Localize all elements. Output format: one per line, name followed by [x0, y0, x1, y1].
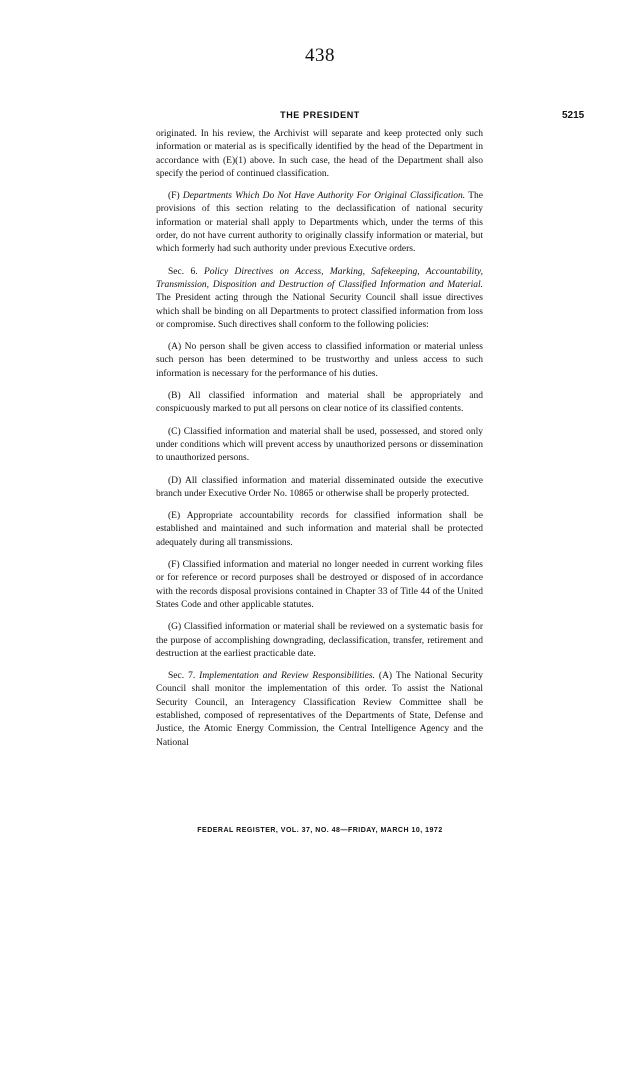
- running-head: THE PRESIDENT: [280, 110, 360, 120]
- section-label: Sec. 6.: [168, 266, 204, 277]
- paragraph-continued: originated. In his review, the Archivist will separate and keep protected only such information or material as is specifically identified by the head of the Department in accordance with (E)(1) above. In such case, the head of the Department shall also specify the period of continued classification.: [156, 129, 483, 179]
- policy-d: (D) All classified information and material disseminated outside the executive branch under Executive Order No. 10865 or otherwise shall be properly protected.: [156, 475, 483, 499]
- section-6: [156, 266, 483, 332]
- page-number: 438: [305, 45, 335, 66]
- section-text: (A) The National Security Council shall monitor the implementation of this order. To assist the National Security Council, an Interagency Classification Review Committee shall be established, composed of representatives of the Departments of State, Defense and Justice, the Atomic Energy Commission, the Central Intelligence Agency and the National: [156, 671, 483, 748]
- page-footer: FEDERAL REGISTER, VOL. 37, NO. 48—FRIDAY, MARCH 10, 1972: [197, 827, 443, 834]
- policy-g: (G) Classified information or material shall be reviewed on a systematic basis for the purpose of accomplishing downgrading, declassification, transfer, retirement and destruction at the earliest practicable date.: [156, 622, 483, 659]
- paragraph-text: The provisions of this section relating to the declassification of national security information or material shall apply to Departments which, under the terms of this order, do not have current authority to originally classify information or material, but which formerly had such authority under previous Executive orders.: [156, 191, 483, 255]
- paragraph-label: (F): [168, 191, 183, 202]
- paragraph-f-departments: [156, 190, 483, 256]
- folio-number: 5215: [562, 110, 585, 121]
- policy-f: (F) Classified information and material no longer needed in current working files or for reference or record purposes shall be destroyed or disposed of in accordance with the records disposal provisions contained in Chapter 33 of Title 44 of the United States Code and other applicable statutes.: [156, 560, 483, 610]
- paragraph-heading: Departments Which Do Not Have Authority For Original Classification.: [182, 191, 466, 202]
- section-7: [156, 670, 483, 750]
- section-heading: Implementation and Review Responsibilities.: [199, 671, 375, 682]
- policy-c: (C) Classified information and material shall be used, possessed, and stored only under conditions which will prevent access by unauthorized persons or dissemination to unauthorized persons.: [156, 426, 483, 464]
- section-text: The President acting through the National Security Council shall issue directives which shall be binding on all Departments to protect classified information from loss or compromise. Such directives shall conform to the following policies:: [156, 293, 483, 330]
- section-label: Sec. 7.: [168, 671, 200, 682]
- section-heading: Policy Directives on Access, Marking, Safekeeping, Accountability, Transmission, Disposition and Destruction of Classified Information and Material.: [156, 266, 484, 290]
- policy-e: (E) Appropriate accountability records for classified information shall be established and maintained and such information and material shall be protected adequately during all transmissions.: [156, 511, 483, 548]
- policy-a: (A) No person shall be given access to classified information or material unless such person has been determined to be trustworthy and unless access to such information is necessary for the performance of his duties.: [156, 342, 483, 379]
- policy-b: (B) All classified information and material shall be appropriately and conspicuously marked to put all persons on clear notice of its classified contents.: [156, 391, 483, 415]
- document-body: [156, 128, 483, 759]
